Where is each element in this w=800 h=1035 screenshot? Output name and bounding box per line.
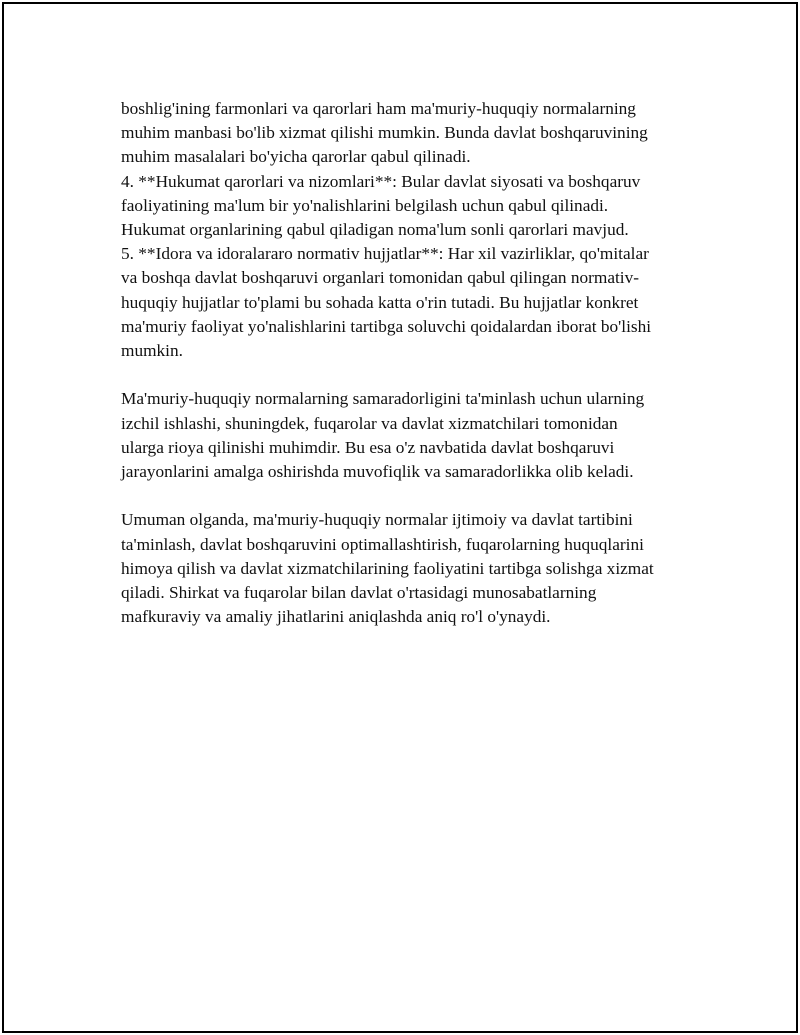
text-line: izchil ishlashi, shuningdek, fuqarolar va davlat xizmatchilari tomonidan: [121, 413, 618, 433]
text-line: mumkin.: [121, 341, 183, 361]
text-line: qiladi. Shirkat va fuqarolar bilan davlat o'rtasidagi munosabatlarning: [121, 583, 597, 603]
text-line: faoliyatining ma'lum bir yo'nalishlarini belgilash uchun qabul qilinadi.: [121, 195, 609, 215]
list-item-5: 5. **Idora va idoralararo normativ hujjatlar**: Har xil vazirliklar, qo'mitalar: [121, 244, 649, 264]
text-line: ularga rioya qilinishi muhimdir. Bu esa o'z navbatida davlat boshqaruvi: [121, 437, 615, 457]
text-line: ma'muriy faoliyat yo'nalishlarini tartibga soluvchi qoidalardan iborat bo'lishi: [121, 316, 652, 336]
paragraph-2: [121, 387, 701, 484]
text-line: muhim masalalari bo'yicha qarorlar qabul qilinadi.: [121, 147, 471, 167]
list-item-4: 4. **Hukumat qarorlari va nizomlari**: Bular davlat siyosati va boshqaruv: [121, 171, 641, 191]
text-line: Ma'muriy-huquqiy normalarning samaradorligini ta'minlash uchun ularning: [121, 389, 645, 409]
text-line: va boshqa davlat boshqaruvi organlari tomonidan qabul qilingan normativ-: [121, 268, 640, 288]
paragraph-3: [121, 508, 701, 629]
text-line: Hukumat organlarining qabul qiladigan noma'lum sonli qarorlari mavjud.: [121, 220, 629, 240]
text-line: ta'minlash, davlat boshqaruvini optimallashtirish, fuqarolarning huquqlarini: [121, 534, 644, 554]
text-line: mafkuraviy va amaliy jihatlarini aniqlashda aniq ro'l o'ynaydi.: [121, 607, 551, 627]
paragraph-gap: [121, 363, 701, 387]
paragraph-gap: [121, 484, 701, 508]
document-body: [121, 97, 701, 629]
document-page: [2, 2, 798, 1033]
text-line: muhim manbasi bo'lib xizmat qilishi mumkin. Bunda davlat boshqaruvining: [121, 123, 648, 143]
text-line: Umuman olganda, ma'muriy-huquqiy normalar ijtimoiy va davlat tartibini: [121, 510, 633, 530]
text-line: jarayonlarini amalga oshirishda muvofiqlik va samaradorlikka olib keladi.: [121, 462, 634, 482]
text-line: huquqiy hujjatlar to'plami bu sohada katta o'rin tutadi. Bu hujjatlar konkret: [121, 292, 639, 312]
text-line: himoya qilish va davlat xizmatchilarining faoliyatini tartibga solishga xizmat: [121, 558, 654, 578]
paragraph-1: [121, 97, 701, 363]
text-line: boshlig'ining farmonlari va qarorlari ham ma'muriy-huquqiy normalarning: [121, 99, 636, 118]
